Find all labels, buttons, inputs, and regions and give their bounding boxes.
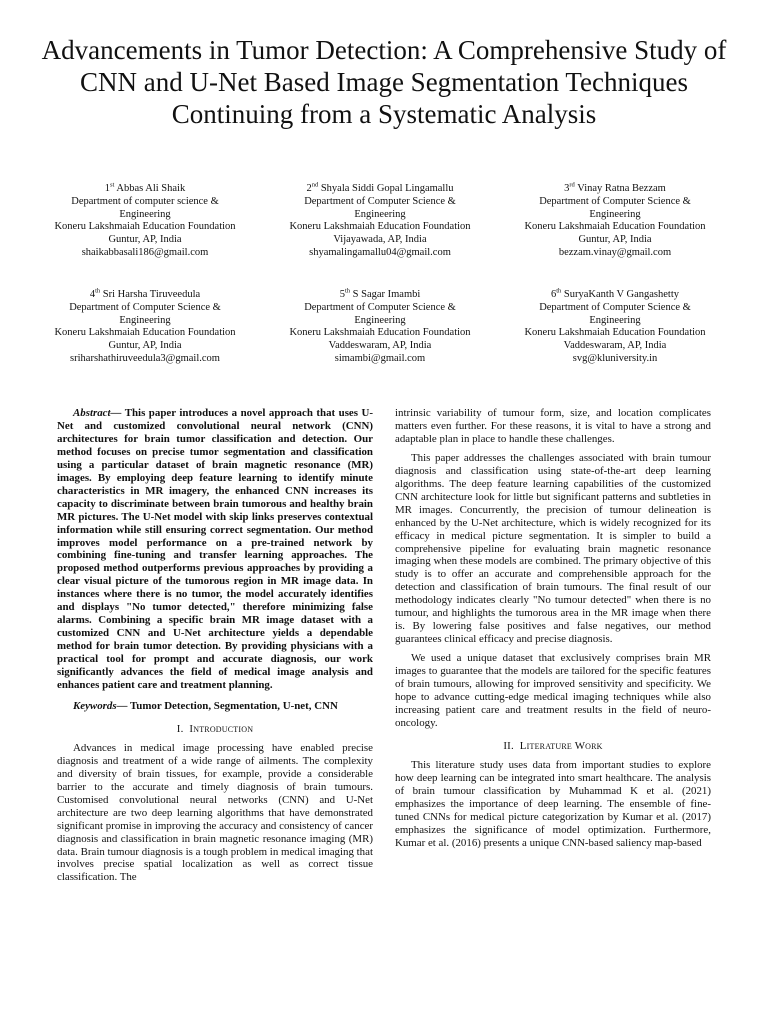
- author-name: 4th Sri Harsha Tiruveedula: [89, 287, 201, 300]
- keywords-label: Keywords—: [73, 699, 128, 712]
- author-department: Department of Computer Science & Engineering: [304, 301, 456, 326]
- author-block-6: [520, 289, 710, 366]
- right-column: [395, 407, 711, 856]
- author-department: Department of Computer Science & Engineering: [69, 301, 221, 326]
- author-location: Vijayawada, AP, India: [333, 234, 427, 246]
- author-organization: Koneru Lakshmaiah Education Foundation: [54, 221, 236, 233]
- author-block-5: [285, 289, 475, 366]
- author-email: svg@kluniversity.in: [572, 352, 658, 364]
- author-department: Department of Computer Science & Engineering: [539, 301, 691, 326]
- literature-paragraph-1: This literature study uses data from important studies to explore how deep learning can be integrated into smart healthcare. The analysis of brain tumour classification by Muhammad K et al. (2021) emphasizes the importance of deep learning. The ensemble of fine-tuned CNNs for medical picture categorization by Kumar et al. (2017) emphasizes the significance of model optimization. Furthermore, Kumar et al. (2016) presents a unique CNN-based saliency map-based: [395, 758, 711, 849]
- paper-title: Advancements in Tumor Detection: A Comprehensive Study of CNN and U-Net Based Image Segmentation Techniques Continuing from a Systematic Analysis: [41, 35, 727, 129]
- abstract-text: This paper introduces a novel approach that uses U-Net and customized convolutional neural network (CNN) architectures for brain tumor classification and detection. Our method focuses on precise tumor segmentation and classification using a particular dataset of brain magnetic resonance (MR) images. By employing deep feature learning to identify minute characteristics in MR imagery, the enhanced CNN increases its capacity to discriminate between brain tumorous and healthy brain MR pictures. The U-Net model with skip links preserves contextual information while still ensuring correct segmentation. Our method improves model performance on a pre-trained network by combining fine-tuning and transfer learning approaches. The proposed method outperforms previous approaches by providing a clear visual picture of the tumorous region in MR image data. In instances where there is no tumor, the model accurately identifies and displays "No tumor detected," therefore minimizing false alarms. Combining a specific brain MR image dataset with a customized CNN and U-Net architecture yields a dependable method for brain tumor detection. By providing physicians with a practical tool for prompt and accurate diagnosis, our work significantly advances the field of medical image analysis and enhances patient care and treatment planning.: [57, 407, 373, 692]
- author-name: 6th SuryaKanth V Gangashetty: [550, 287, 680, 300]
- intro-paragraph-3: We used a unique dataset that exclusively comprises brain MR images to guarantee that the models are tailored for the specific features of brain tumours, allowing for improved sensitivity and specificity. We hope to advance cutting-edge medical imaging techniques while also increasing patient care and treatment results in the field of neuro-oncology.: [395, 652, 711, 729]
- author-department: Department of Computer Science & Engineering: [304, 195, 456, 220]
- section-heading-literature: II. Literature Work: [503, 739, 603, 752]
- author-organization: Koneru Lakshmaiah Education Foundation: [54, 327, 236, 339]
- intro-paragraph-1-continued: intrinsic variability of tumour form, size, and location complicates matters even further. For these reasons, it is vital to have a strong and adaptable plan in place to handle these challenges.: [395, 407, 711, 445]
- abstract: [57, 407, 373, 692]
- author-organization: Koneru Lakshmaiah Education Foundation: [524, 327, 706, 339]
- author-email: shaikabbasali186@gmail.com: [81, 246, 209, 258]
- author-email: shyamalingamallu04@gmail.com: [309, 246, 451, 258]
- keywords: [57, 700, 373, 713]
- author-location: Guntur, AP, India: [108, 234, 182, 246]
- author-location: Guntur, AP, India: [108, 340, 182, 352]
- author-name: 5th S Sagar Imambi: [339, 287, 421, 300]
- author-name: 3rd Vinay Ratna Bezzam: [564, 181, 666, 194]
- author-name: 1st Abbas Ali Shaik: [104, 181, 186, 194]
- intro-paragraph-2: This paper addresses the challenges associated with brain tumour diagnosis and classification using state-of-the-art deep learning algorithms. The deep feature learning capabilities of the customized CNN architecture look for little but significant patterns and subtleties in MR images. Concurrently, the precision of tumour delineation is enhanced by the U-Net architecture, which is widely recognized for its efficacy in medical picture segmentation. It is simpler to build a comprehensive pipeline for evaluating brain magnetic resonance imaging when these models are combined. The primary objective of this study is to offer an accurate and comprehensible approach for the detection and classification of brain tumours. The final result of our methodology indicates clearly "No tumour detected" when there is no tumour, and highlights the tumorous area in the MR image when there is. By lowering false positives and false negatives, our method guarantees clinical efficacy and precise diagnosis.: [395, 451, 711, 646]
- author-organization: Koneru Lakshmaiah Education Foundation: [524, 221, 706, 233]
- author-location: Guntur, AP, India: [578, 234, 652, 246]
- author-block-1: [50, 183, 240, 260]
- author-email: bezzam.vinay@gmail.com: [558, 246, 672, 258]
- author-organization: Koneru Lakshmaiah Education Foundation: [289, 327, 471, 339]
- author-block-2: [285, 183, 475, 260]
- section-heading-introduction: I. Introduction: [176, 722, 254, 735]
- author-email: sriharshathiruveedula3@gmail.com: [70, 352, 220, 364]
- author-department: Department of computer science & Engineering: [71, 195, 219, 220]
- left-column: [57, 407, 373, 890]
- author-department: Department of Computer Science & Engineering: [539, 195, 691, 220]
- author-block-4: [50, 289, 240, 366]
- intro-paragraph-1: Advances in medical image processing have enabled precise diagnosis and treatment of a wide range of ailments. The complexity and diversity of brain tissues, for example, provide a considerable barrier to the accurate and timely diagnosis of brain tumours. Customised convolutional neural networks (CNN) and U-Net architecture are two deep learning algorithms that have demonstrated significant promise in improving the accuracy and consistency of cancer diagnosis and classification in brain magnetic resonance imaging (MR) data. Brain tumour diagnosis is a tough problem in medical imaging that involves precise spatial localization as well as correct tissue classification. The: [57, 741, 373, 884]
- author-location: Vaddeswaram, AP, India: [328, 340, 432, 352]
- abstract-label: Abstract—: [73, 407, 122, 419]
- keywords-text: Tumor Detection, Segmentation, U-net, CNN: [127, 699, 338, 712]
- author-organization: Koneru Lakshmaiah Education Foundation: [289, 221, 471, 233]
- author-block-3: [520, 183, 710, 260]
- author-location: Vaddeswaram, AP, India: [563, 340, 667, 352]
- author-email: simambi@gmail.com: [334, 352, 426, 364]
- author-name: 2nd Shyala Siddi Gopal Lingamallu: [306, 181, 454, 194]
